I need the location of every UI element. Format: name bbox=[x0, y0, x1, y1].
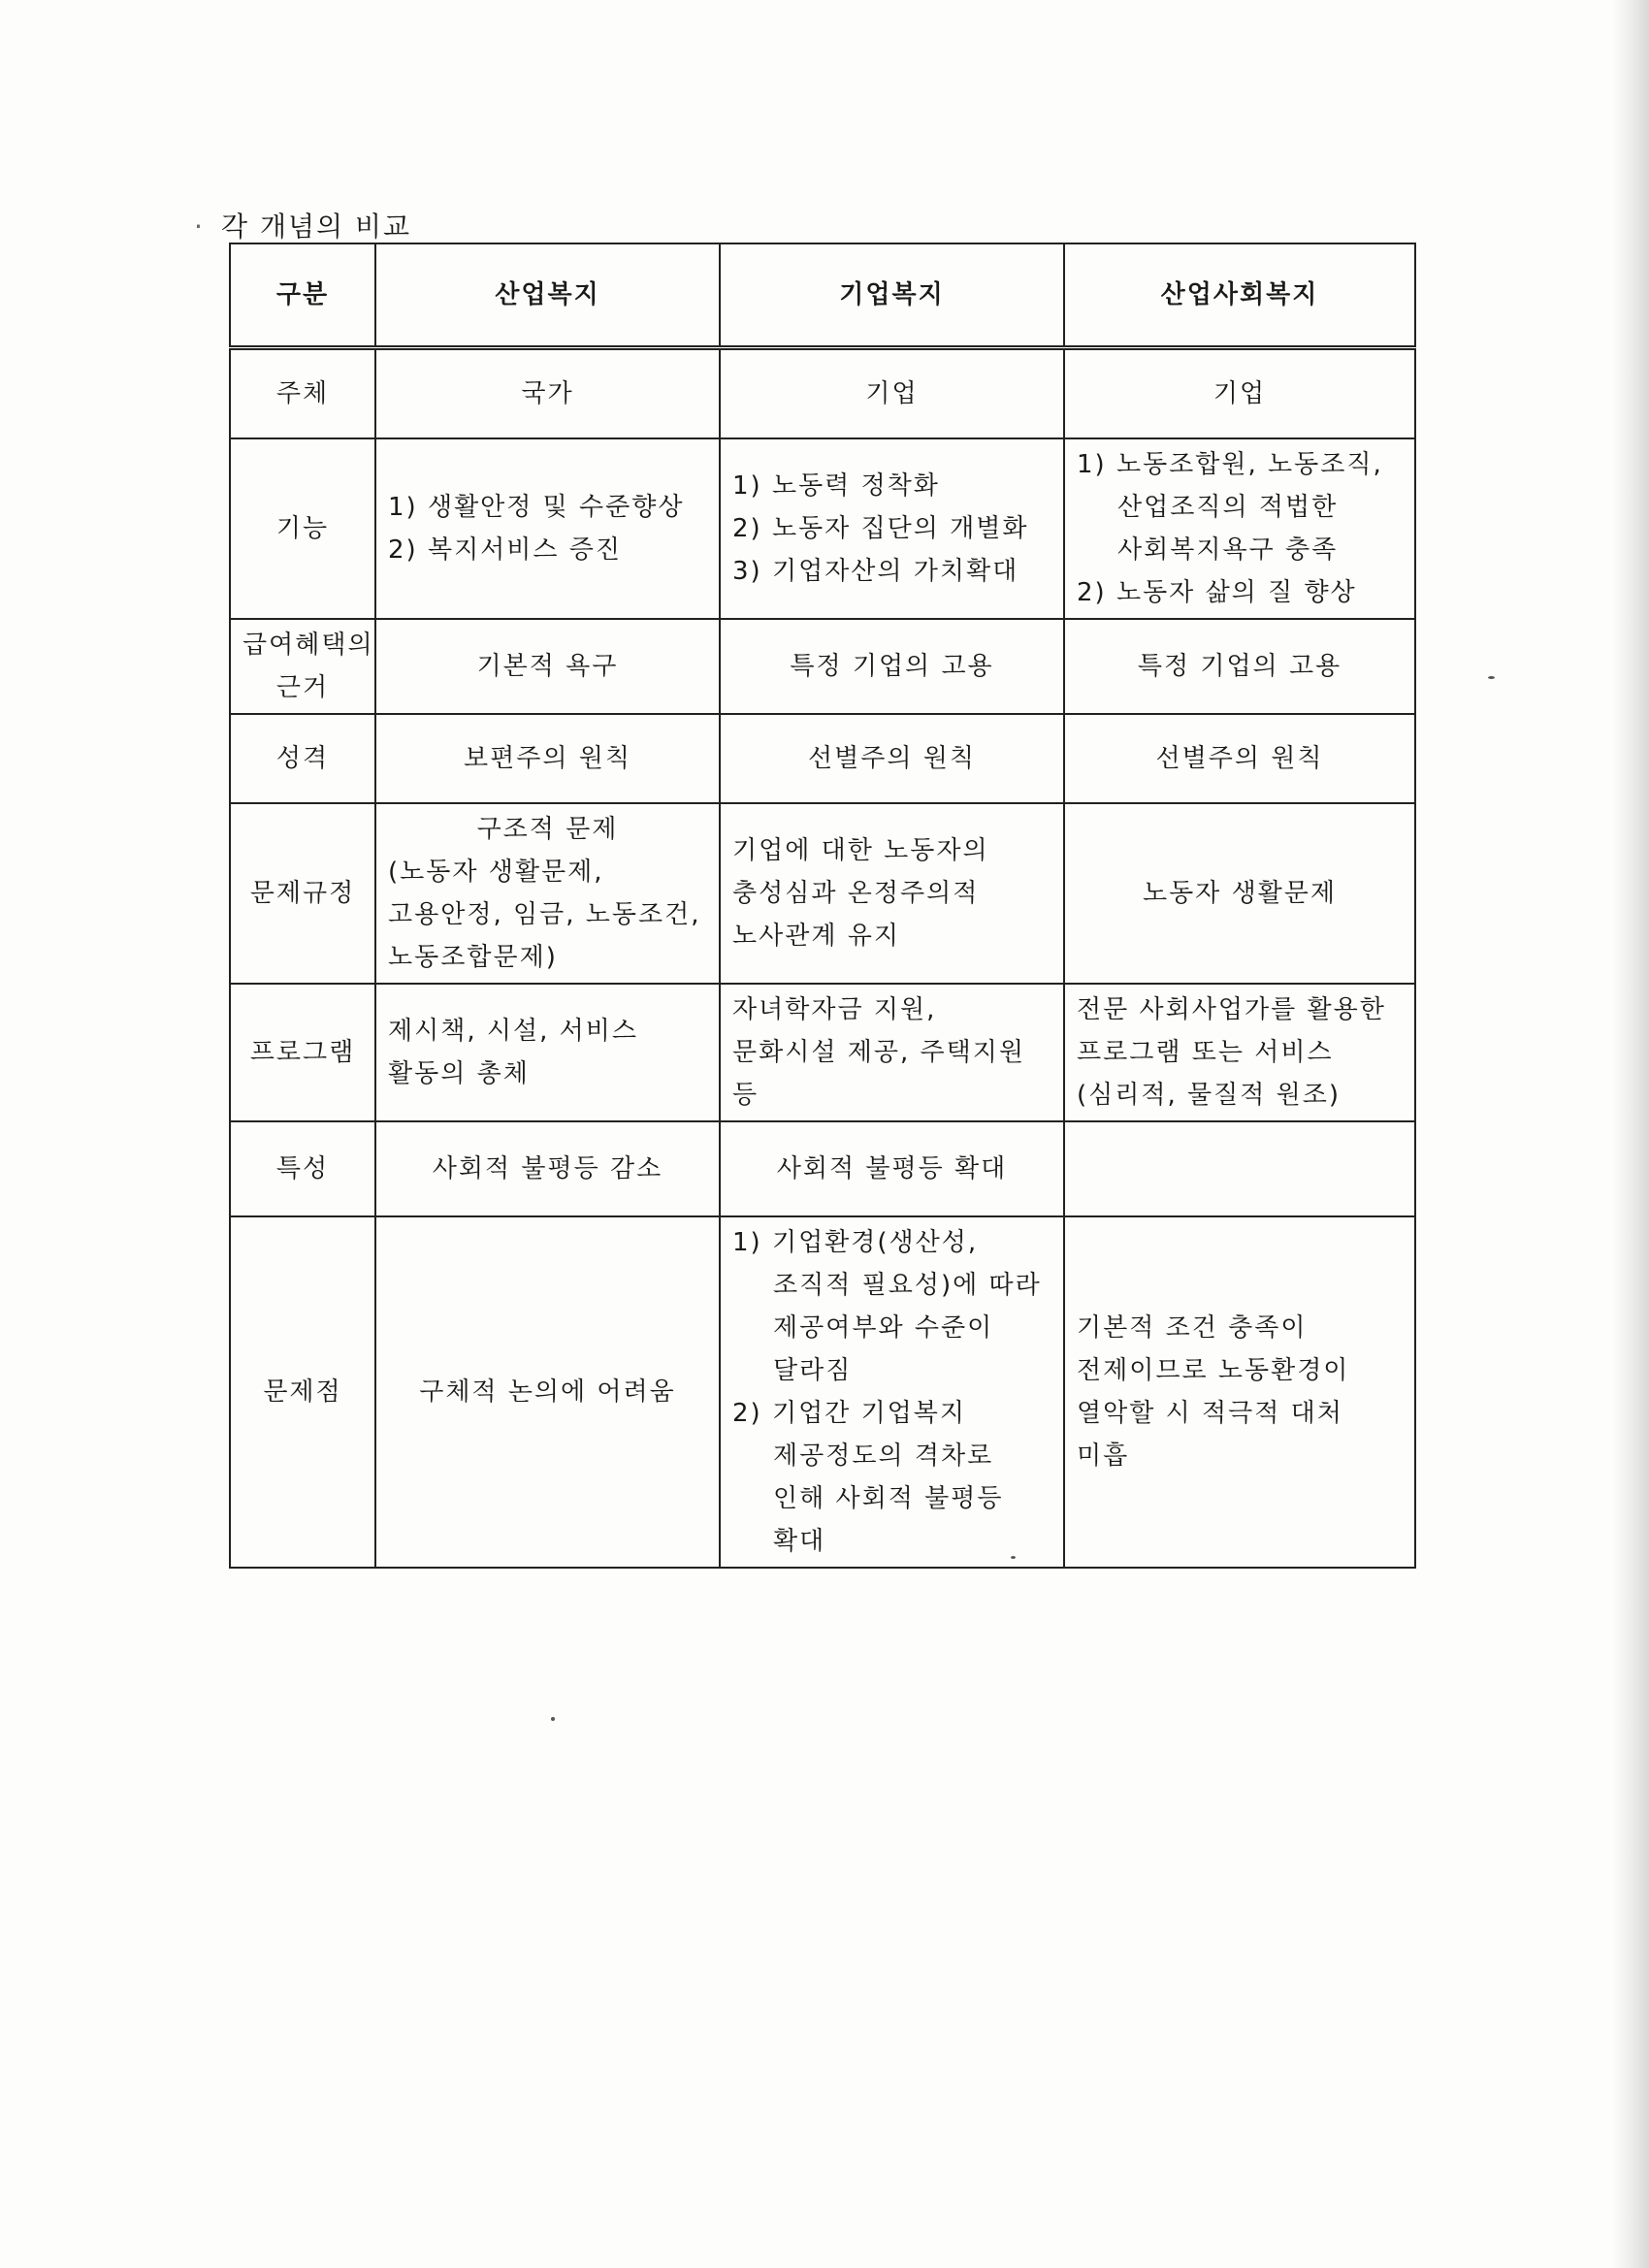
table-row bbox=[230, 348, 1415, 439]
cell-basis-industrial: 기본적 욕구 bbox=[375, 619, 720, 714]
cell-characteristic-corporate: 사회적 불평등 확대 bbox=[720, 1121, 1064, 1216]
comparison-table bbox=[229, 243, 1416, 1569]
heading-text: 각 개념의 비교 bbox=[221, 211, 412, 243]
row-label-issues: 문제점 bbox=[230, 1216, 375, 1568]
cell-basis-social: 특정 기업의 고용 bbox=[1064, 619, 1415, 714]
list-item: 2) 기업간 기업복지 제공정도의 격차로 인해 사회적 불평등 확대 bbox=[732, 1399, 1004, 1556]
cell-function-social bbox=[1064, 438, 1415, 619]
cell-subject-industrial: 국가 bbox=[375, 348, 720, 439]
section-heading bbox=[194, 206, 411, 244]
problem-detail: (노동자 생활문제, 고용안정, 임금, 노동조건, 노동조합문제) bbox=[388, 858, 701, 972]
heading-bullet: · bbox=[194, 211, 205, 243]
cell-issues-industrial: 구체적 논의에 어려움 bbox=[375, 1216, 720, 1568]
row-label-problem-definition: 문제규정 bbox=[230, 803, 375, 984]
row-label-basis: 급여혜택의 근거 bbox=[230, 619, 375, 714]
cell-program-corporate: 자녀학자금 지원, 문화시설 제공, 주택지원 등 bbox=[720, 984, 1064, 1121]
table-row bbox=[230, 714, 1415, 803]
scan-speck bbox=[1488, 676, 1495, 679]
cell-problem-definition-social: 노동자 생활문제 bbox=[1064, 803, 1415, 984]
cell-function-corporate bbox=[720, 438, 1064, 619]
list-item: 1) 노동력 정착화 bbox=[732, 471, 940, 501]
cell-issues-social: 기본적 조건 충족이 전제이므로 노동환경이 열악할 시 적극적 대처 미흡 bbox=[1064, 1216, 1415, 1568]
table-row bbox=[230, 438, 1415, 619]
cell-basis-corporate: 특정 기업의 고용 bbox=[720, 619, 1064, 714]
list-item: 2) 복지서비스 증진 bbox=[388, 535, 623, 565]
row-label-subject: 주체 bbox=[230, 348, 375, 439]
row-label-characteristic: 특성 bbox=[230, 1121, 375, 1216]
problem-title: 구조적 문제 bbox=[476, 815, 619, 844]
cell-issues-corporate bbox=[720, 1216, 1064, 1568]
table-row bbox=[230, 984, 1415, 1121]
table-row bbox=[230, 1121, 1415, 1216]
list-item: 1) 생활안정 및 수준향상 bbox=[388, 493, 685, 522]
list-item: 2) 노동자 집단의 개별화 bbox=[732, 514, 1029, 543]
row-label-function: 기능 bbox=[230, 438, 375, 619]
header-industrial-social-welfare: 산업사회복지 bbox=[1064, 243, 1415, 348]
cell-program-social: 전문 사회사업가를 활용한 프로그램 또는 서비스(심리적, 물질적 원조) bbox=[1064, 984, 1415, 1121]
scan-speck bbox=[551, 1717, 555, 1721]
table-row bbox=[230, 1216, 1415, 1568]
scan-speck bbox=[1011, 1556, 1016, 1559]
cell-nature-corporate: 선별주의 원칙 bbox=[720, 714, 1064, 803]
cell-subject-corporate: 기업 bbox=[720, 348, 1064, 439]
cell-program-industrial: 제시책, 시설, 서비스 활동의 총체 bbox=[375, 984, 720, 1121]
cell-characteristic-industrial: 사회적 불평등 감소 bbox=[375, 1121, 720, 1216]
header-row bbox=[230, 243, 1415, 348]
list-item: 2) 노동자 삶의 질 향상 bbox=[1077, 578, 1357, 607]
row-label-program: 프로그램 bbox=[230, 984, 375, 1121]
cell-function-industrial bbox=[375, 438, 720, 619]
table-row bbox=[230, 619, 1415, 714]
scan-edge-shadow bbox=[1612, 0, 1649, 2268]
cell-nature-industrial: 보편주의 원칙 bbox=[375, 714, 720, 803]
list-item: 1) 기업환경(생산성, 조직적 필요성)에 따라 제공여부와 수준이 달라짐 bbox=[732, 1228, 1042, 1385]
cell-nature-social: 선별주의 원칙 bbox=[1064, 714, 1415, 803]
cell-problem-definition-industrial bbox=[375, 803, 720, 984]
list-item: 1) 노동조합원, 노동조직, 산업조직의 적법한 사회복지욕구 충족 bbox=[1077, 450, 1383, 565]
header-category: 구분 bbox=[230, 243, 375, 348]
header-corporate-welfare: 기업복지 bbox=[720, 243, 1064, 348]
cell-problem-definition-corporate: 기업에 대한 노동자의 충성심과 온정주의적 노사관계 유지 bbox=[720, 803, 1064, 984]
list-item: 3) 기업자산의 가치확대 bbox=[732, 557, 1019, 586]
header-industrial-welfare: 산업복지 bbox=[375, 243, 720, 348]
row-label-nature: 성격 bbox=[230, 714, 375, 803]
cell-characteristic-social bbox=[1064, 1121, 1415, 1216]
table-row bbox=[230, 803, 1415, 984]
cell-subject-social: 기업 bbox=[1064, 348, 1415, 439]
